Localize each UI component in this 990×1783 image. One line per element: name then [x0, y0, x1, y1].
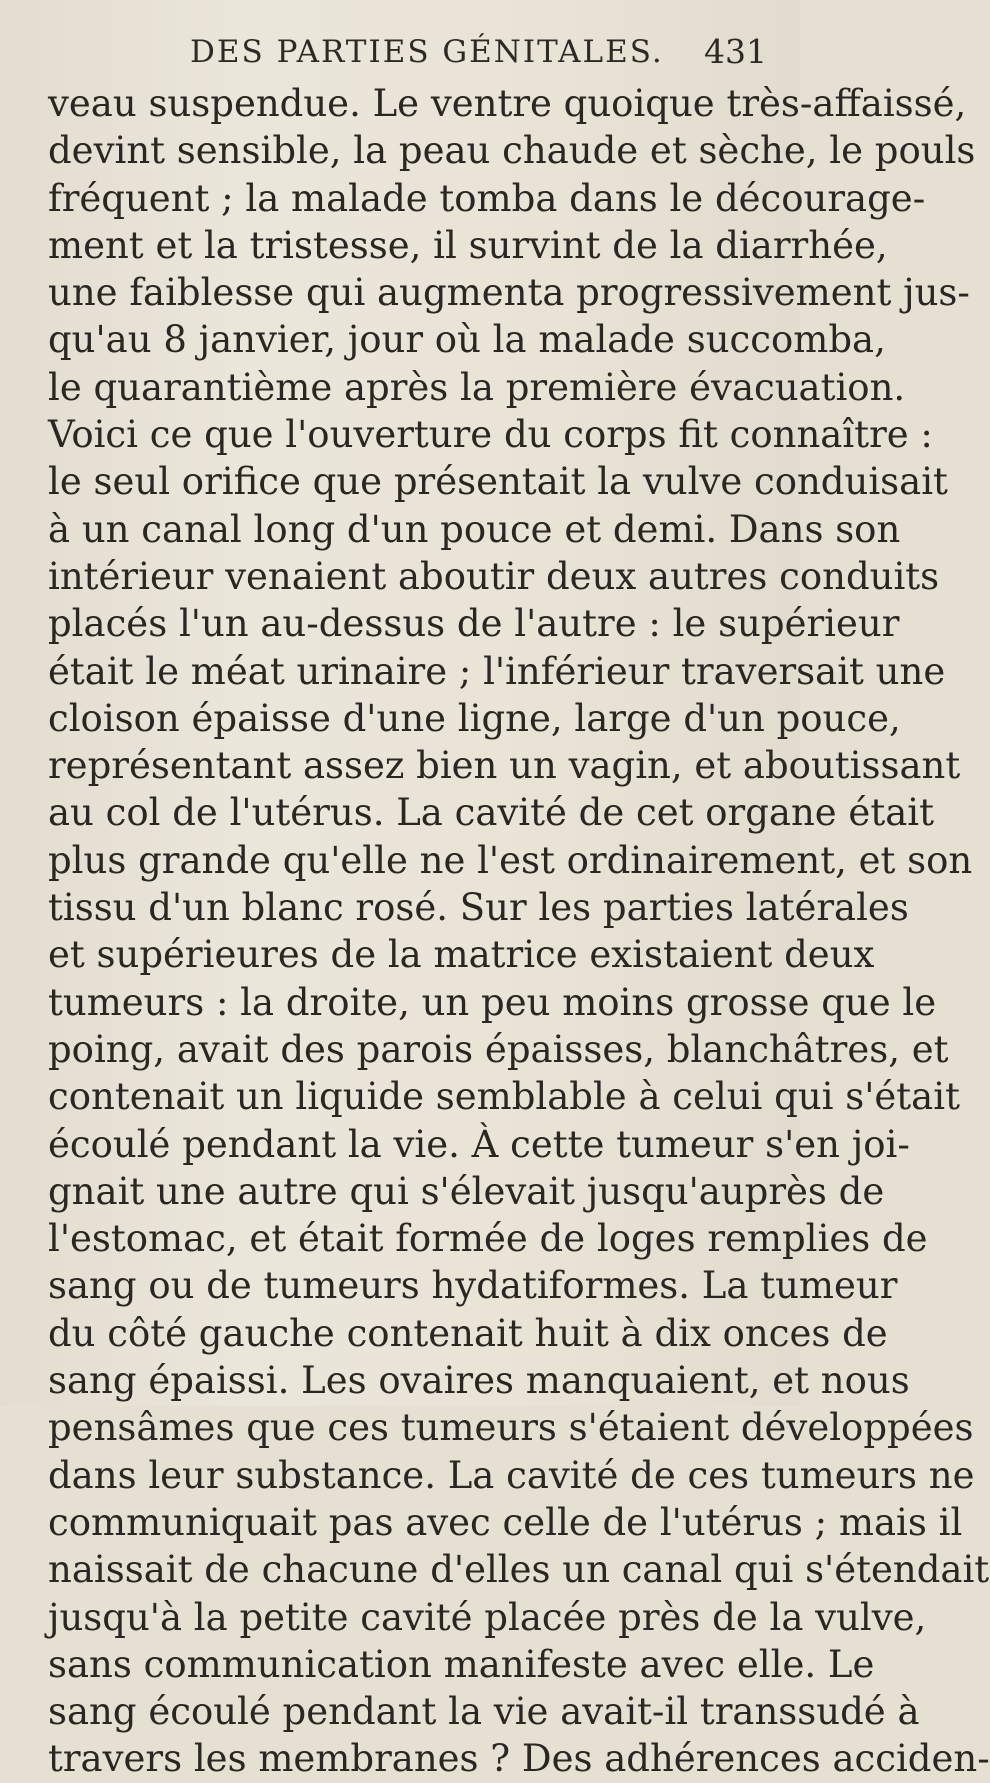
text-line: tumeurs : la droite, un peu moins grosse que le: [48, 980, 937, 1024]
text-line: l'estomac, et était formée de loges remplies de: [48, 1217, 928, 1261]
text-line: Voici ce que l'ouverture du corps fit connaître :: [48, 413, 933, 457]
text-line: représentant assez bien un vagin, et aboutissant: [48, 744, 961, 788]
text-line: au col de l'utérus. La cavité de cet organe était: [48, 791, 934, 835]
text-line: le quarantième après la première évacuation.: [48, 365, 906, 409]
text-line: contenait un liquide semblable à celui qui s'était: [48, 1075, 960, 1119]
text-line: communiquait pas avec celle de l'utérus ; mais il: [48, 1500, 963, 1544]
page-number: 431: [704, 32, 767, 71]
running-title: DES PARTIES GÉNITALES.: [190, 34, 664, 70]
text-line: écoulé pendant la vie. À cette tumeur s'en joi-: [48, 1122, 910, 1166]
running-head: [0, 22, 800, 72]
text-line: sang ou de tumeurs hydatiformes. La tumeur: [48, 1264, 898, 1308]
text-line: jusqu'à la petite cavité placée près de la vulve,: [48, 1595, 927, 1639]
text-line: était le méat urinaire ; l'inférieur traversait une: [48, 649, 946, 693]
text-line: une faiblesse qui augmenta progressivement jus-: [48, 271, 970, 315]
text-line: veau suspendue. Le ventre quoique très-affaissé,: [48, 82, 967, 125]
text-line: travers les membranes ? Des adhérences acciden-: [48, 1737, 990, 1781]
text-line: plus grande qu'elle ne l'est ordinairement, et son: [48, 838, 973, 882]
text-line: pensâmes que ces tumeurs s'étaient développées: [48, 1406, 974, 1450]
text-line: gnait une autre qui s'élevait jusqu'auprès de: [48, 1169, 885, 1213]
text-line: devint sensible, la peau chaude et sèche, le pouls: [48, 129, 976, 173]
text-line: intérieur venaient aboutir deux autres conduits: [48, 554, 940, 598]
text-line: et supérieures de la matrice existaient deux: [48, 933, 875, 977]
text-line: sang épaissi. Les ovaires manquaient, et nous: [48, 1359, 910, 1403]
text-line: cloison épaisse d'une ligne, large d'un pouce,: [48, 696, 901, 740]
text-line: poing, avait des parois épaisses, blanchâtres, et: [48, 1027, 949, 1071]
text-line: dans leur substance. La cavité de ces tumeurs ne: [48, 1453, 975, 1497]
text-line: du côté gauche contenait huit à dix onces de: [48, 1311, 888, 1355]
text-line: à un canal long d'un pouce et demi. Dans son: [48, 507, 901, 551]
text-line: sang écoulé pendant la vie avait-il transsudé à: [48, 1690, 920, 1734]
text-line: placés l'un au-dessus de l'autre : le supérieur: [48, 602, 900, 646]
text-line: le seul orifice que présentait la vulve conduisait: [48, 460, 948, 504]
body-text: [48, 80, 990, 1783]
text-line: ment et la tristesse, il survint de la diarrhée,: [48, 223, 888, 267]
text-line: qu'au 8 janvier, jour où la malade succomba,: [48, 318, 886, 362]
text-line: naissait de chacune d'elles un canal qui s'étendait: [48, 1548, 990, 1592]
text-line: fréquent ; la malade tomba dans le décourage-: [48, 176, 926, 220]
text-line: tissu d'un blanc rosé. Sur les parties latérales: [48, 886, 909, 930]
text-line: sans communication manifeste avec elle. Le: [48, 1642, 875, 1686]
